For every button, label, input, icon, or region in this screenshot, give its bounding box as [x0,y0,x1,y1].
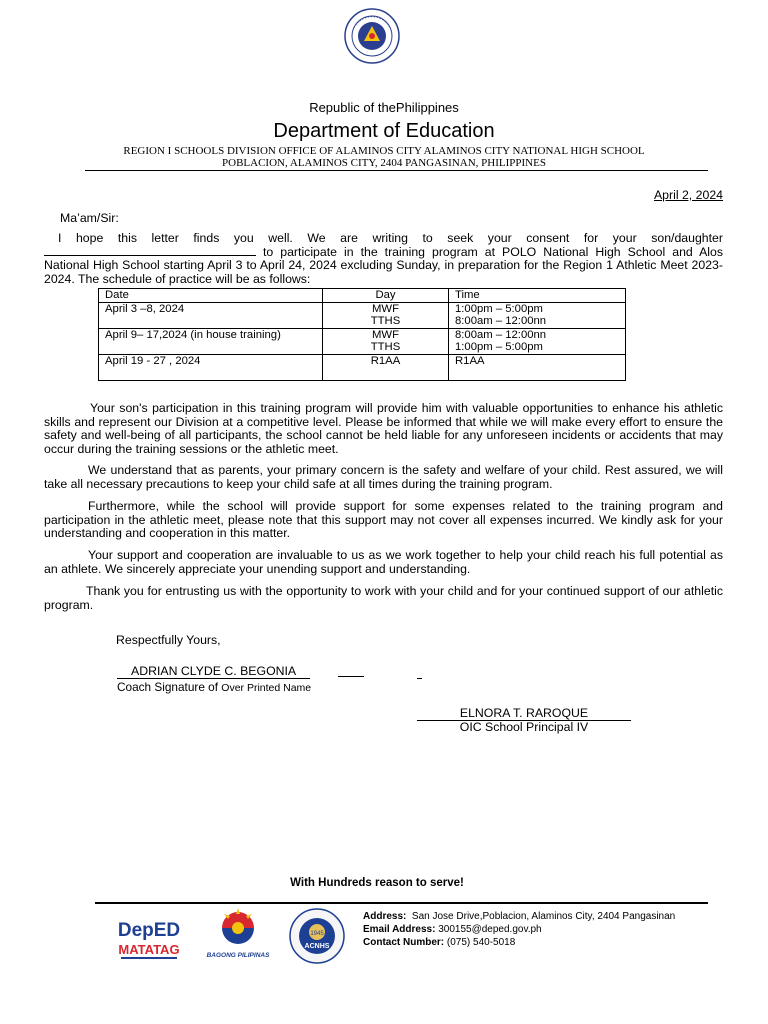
day-value: TTHS [370,315,401,328]
day-value: MWF [372,328,399,341]
acnhs-year-text: 1945 [310,931,324,937]
republic-heading: Republic of thePhilippines [309,100,459,115]
footer-address [363,911,675,922]
paragraph-consent-b: to participate in the training program at POLO National High School and Alos National High School starting April 3 to April 24, 2024 excluding Sunday, in preparation for the Region 1 Athletic Meet 2023-2024. The schedule of practice will be as follows: [44,244,723,286]
paragraph-consent-a: I hope this letter finds you well. We are writing to seek your consent for your son/daughter [58,231,723,245]
closing-respectfully: Respectfully Yours, [116,633,221,647]
school-address-line: POBLACION, ALAMINOS CITY, 2404 PANGASINAN, PHILIPPINES [222,157,546,169]
row-time [449,328,626,354]
time-value: 1:00pm – 5:00pm [455,302,543,315]
coach-caption [117,680,311,694]
schedule-header-row [99,289,626,303]
row-date: April 3 –8, 2024 [99,302,323,328]
acnhs-text: ACNHS [304,943,330,950]
matatag-logo-text: MATATAG [118,942,180,957]
deped-seal-icon [344,8,400,64]
contact-value: (075) 540-5018 [446,937,516,948]
paragraph-expenses: Furthermore, while the school will provide support for some expenses related to the training program and participation in the athletic meet, please note that this support may not cover all expenses incurred. We kindly ask for your understanding and cooperation in this matter. [44,499,723,540]
principal-name: ELNORA T. RAROQUE [417,707,631,721]
bagong-pilipinas-logo-icon [203,906,273,961]
table-row [99,302,626,328]
coach-name: ADRIAN CLYDE C. BEGONIA [117,665,310,679]
row-date: April 9– 17,2024 (in house training) [99,328,323,354]
time-value: R1AA [455,354,485,367]
header-day: Day [323,289,449,303]
row-day [323,302,449,328]
contact-label: Contact Number: [363,937,445,948]
footer-divider [95,902,708,904]
day-value: MWF [372,302,399,315]
paragraph-support: Your support and cooperation are invaluable to us as we work together to help your child reach his full potential as an athlete. We sincerely appreciate your unending support and understanding. [44,548,723,576]
paragraph-participation: Your son's participation in this training program will provide him with valuable opportunities to enhance his athletic skills and represent our Division at a competitive level. Please be informed that while we will make every effort to ensure the safety and well-being of all participants, the school cannot be held liable for any unforeseen incidents or accidents that may occur during the training sessions or the athletic meet. [44,401,723,456]
header-date: Date [99,289,323,303]
coach-signature [117,665,310,679]
footer-motto: With Hundreds reason to serve! [290,877,464,889]
day-value: R1AA [370,354,401,367]
header-divider [85,170,708,171]
footer-email [363,924,542,935]
header-time: Time [449,289,626,303]
footer-contact [363,937,515,948]
department-heading: Department of Education [273,120,495,142]
time-value: 8:00am – 12:00nn [455,315,547,328]
row-day [323,328,449,354]
schedule-table [98,288,626,381]
paragraph-safety: We understand that as parents, your primary concern is the safety and welfare of your child. Rest assured, we will take all necessary precautions to keep your child safe at all times during the training program. [44,463,723,491]
table-row [99,354,626,380]
time-value: 1:00pm – 5:00pm [455,341,543,354]
time-value: 8:00am – 12:00nn [455,328,547,341]
salutation: Ma’am/Sir: [60,211,119,225]
region-line: REGION I SCHOOLS DIVISION OFFICE OF ALAMINOS CITY ALAMINOS CITY NATIONAL HIGH SCHOOL [123,145,645,157]
student-name-blank [44,246,256,256]
bagong-pilipinas-text: BAGONG PILIPINAS [206,952,270,959]
deped-logo-text: DepED [117,920,181,941]
address-label: Address: [363,911,407,922]
paragraph-thanks: Thank you for entrusting us with the opportunity to work with your child and for your continued support of our athletic program. [44,584,723,612]
row-time [449,302,626,328]
coach-caption-a: Coach Signature of [117,680,222,694]
row-day [323,354,449,380]
principal-title: OIC School Principal IV [459,720,589,734]
email-value: 300155@deped.gov.ph [438,924,542,935]
acnhs-school-seal-icon [289,908,345,964]
address-value: San Jose Drive,Poblacion, Alaminos City, 2404 Pangasinan [411,911,676,922]
deped-matatag-logo-icon [113,914,185,962]
paragraph-consent [44,232,723,286]
email-label: Email Address: [363,924,436,935]
coach-caption-b: Over Printed Name [221,682,312,694]
signature-line [338,676,364,677]
letter-date: April 2, 2024 [653,188,723,202]
signature-line [417,678,422,679]
row-date: April 19 - 27 , 2024 [99,354,323,380]
day-value: TTHS [370,341,401,354]
row-time [449,354,626,380]
table-row [99,328,626,354]
